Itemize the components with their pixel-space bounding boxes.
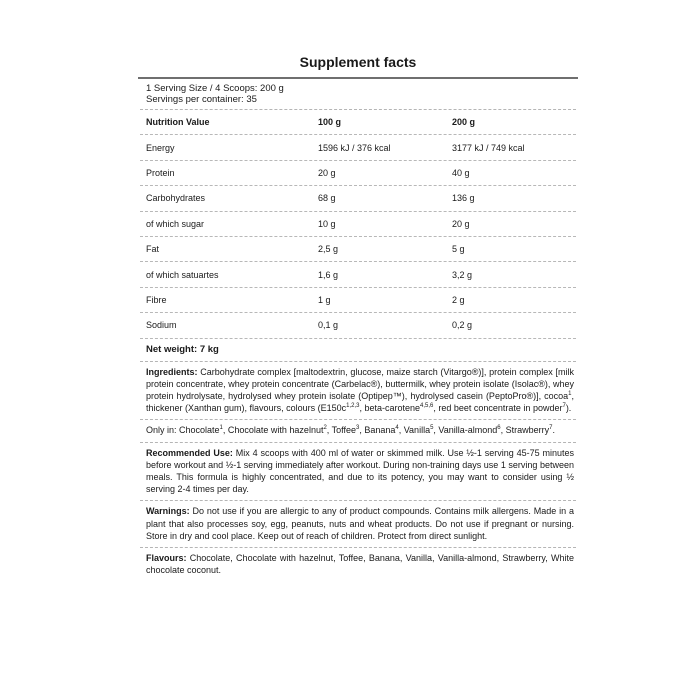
flavours-paragraph [140,548,576,581]
supplement-facts-panel [140,47,576,581]
ingredients-label: Ingredients: [146,366,198,377]
value-100g: 1 g [318,294,331,305]
recommended-use-text: Mix 4 scoops with 400 ml of water or skimmed milk. Use ½-1 serving 45-75 minutes before workout and ½-1 serving immediately after workout. During non-training days use 1 serving between meals. This formula is highly concentrated, and due to its potency, you may want to consider using ½ serving 2-4 times per day. [146,447,574,495]
footnote-marker: 1 [568,390,572,397]
value-200g: 3,2 g [452,269,473,280]
footnote-marker: 7 [562,403,566,410]
value-200g: 3177 kJ / 749 kcal [452,142,525,153]
nutrient-name: Fat [146,244,160,255]
table-row [140,161,576,186]
value-200g: 136 g [452,193,475,204]
value-100g: 0,1 g [318,320,339,331]
panel-title: Supplement facts [299,54,417,70]
footnote-marker: 5 [430,425,434,432]
nutrient-name: Carbohydrates [146,193,206,204]
value-200g: 0,2 g [452,320,473,331]
value-100g: 2,5 g [318,244,339,255]
footnote-marker: 6 [497,425,501,432]
ingredients-text: , thickener (Xanthan gum), flavours, colours (E150c [146,390,574,414]
value-100g: 10 g [318,218,336,229]
table-row [140,186,576,211]
warnings-label: Warnings: [146,506,190,517]
only-in-text: , Chocolate with hazelnut [222,425,324,436]
serving-info [140,79,576,110]
ingredients-text: , red beet concentrate in powder [433,403,563,414]
footnote-marker: 2 [323,425,327,432]
value-200g: 2 g [452,294,465,305]
only-in-paragraph [140,420,576,442]
table-row [140,135,576,160]
footnote-marker: 3 [356,425,360,432]
serving-size: 1 Serving Size / 4 Scoops: 200 g [146,83,284,94]
nutrient-name: Energy [146,142,175,153]
recommended-use-paragraph [140,443,576,502]
footnote-marker: 4,5,6 [420,403,434,410]
table-row [140,288,576,313]
value-100g: 1596 kJ / 376 kcal [318,142,391,153]
net-weight: Net weight: 7 kg [140,339,576,362]
value-200g: 5 g [452,244,465,255]
ingredients-text: Carbohydrate complex [maltodextrin, glucose, maize starch (Vitargo®)], protein complex [milk protein concentrate, whey protein concentrate (Carbelac®), buttermilk, whey protein isolate (Isolac®), whey protein hydrolysate, hydrolysed whey protein isolate (Optipep™), hydrolysed casein (PeptoPro®)], cocoa [146,366,574,401]
value-200g: 20 g [452,218,470,229]
only-in-text: , Strawberry [500,425,550,436]
only-in-text: , Vanilla [398,425,431,436]
ingredients-paragraph [140,362,576,421]
ingredients-text: , beta-carotene [359,403,421,414]
only-in-text: , Vanilla-almond [433,425,498,436]
table-row [140,313,576,338]
value-200g: 40 g [452,167,470,178]
value-100g: 1,6 g [318,269,339,280]
ingredients-text: ). [565,403,572,414]
warnings-text: Do not use if you are allergic to any of product compounds. Contains milk allergens. Made in a plant that also processes soy, egg, peanuts, nuts and wheat products. Do not use if pregnant or nursing. Store in dry and cool place. Keep out of reach of children. Protect from direct sunlight. [146,506,574,541]
servings-per-container: Servings per container: 35 [146,94,257,105]
nutrient-name: Sodium [146,320,177,331]
warnings-paragraph [140,501,576,548]
nutrient-name: of which sugar [146,218,205,229]
table-row [140,237,576,262]
only-in-text: . [552,425,556,436]
table-row [140,212,576,237]
nutrient-name: Protein [146,167,175,178]
footnote-marker: 1 [219,425,223,432]
footnote-marker: 4 [395,425,399,432]
value-100g: 20 g [318,167,336,178]
footnote-marker: 7 [549,425,553,432]
flavours-text: Chocolate, Chocolate with hazelnut, Toffee, Banana, Vanilla, Vanilla-almond, Strawberry, White chocolate coconut. [146,552,574,576]
nutrient-name: Fibre [146,294,167,305]
recommended-use-label: Recommended Use: [146,447,233,458]
table-row [140,262,576,287]
footnote-marker: 1,2,3 [346,403,360,410]
value-100g: 68 g [318,193,336,204]
flavours-label: Flavours: [146,552,187,563]
only-in-text: Only in: Chocolate [146,425,220,436]
table-header-row [140,110,576,135]
only-in-text: , Banana [359,425,396,436]
header-nutrition-value: Nutrition Value [146,117,210,128]
header-200g: 200 g [452,117,476,128]
only-in-text: , Toffee [326,425,356,436]
header-100g: 100 g [318,117,342,128]
nutrient-name: of which satuartes [146,269,219,280]
